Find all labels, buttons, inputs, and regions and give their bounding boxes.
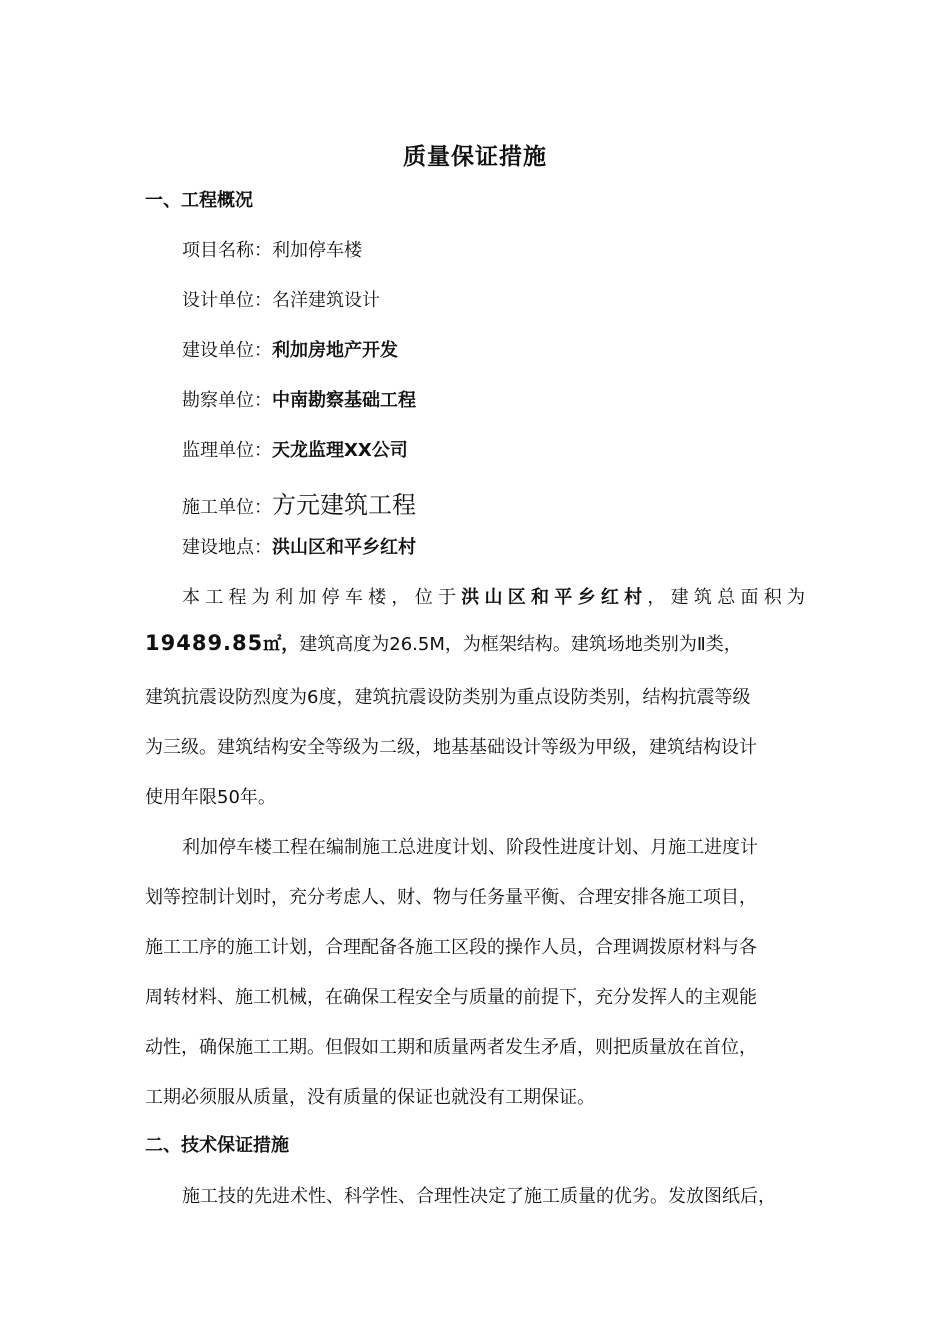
paragraph-line (145, 630, 805, 656)
info-label: 设计单位： (182, 290, 272, 311)
info-label: 项目名称： (182, 240, 272, 261)
info-value: 利加停车楼 (272, 240, 362, 261)
info-row-contractor (182, 485, 416, 520)
page-title: 质量保证措施 (403, 144, 547, 170)
info-row-design-unit (182, 286, 380, 312)
paragraph-line: 施工工序的施工计划，合理配备各施工区段的操作人员，合理调拨原材料与各 (145, 937, 757, 958)
paragraph-line: 划等控制计划时，充分考虑人、财、物与任务量平衡、合理安排各施工项目， (145, 887, 757, 908)
section-heading-overview: 一、工程概况 (145, 190, 253, 211)
paragraph-line: 使用年限50年。 (145, 787, 276, 808)
info-row-location (182, 533, 416, 559)
info-value: 天龙监理XX公司 (272, 440, 408, 461)
info-row-survey-unit (182, 386, 416, 412)
info-value: 中南勘察基础工程 (272, 390, 416, 411)
area-value: 19489.85 (145, 631, 264, 655)
info-label: 建设地点： (182, 537, 272, 558)
info-label: 施工单位： (182, 497, 272, 518)
info-value: 洪山区和平乡红村 (272, 537, 416, 558)
paragraph-line (182, 583, 805, 609)
info-row-supervision-unit (182, 436, 408, 462)
info-row-construction-owner (182, 336, 398, 362)
info-label: 建设单位： (182, 340, 272, 361)
paragraph-line: 周转材料、施工机械，在确保工程安全与质量的前提下，充分发挥人的主观能 (145, 987, 757, 1008)
paragraph-line: 利加停车楼工程在编制施工总进度计划、阶段性进度计划、月施工进度计 (182, 837, 758, 858)
info-value: 利加房地产开发 (272, 340, 398, 361)
paragraph-line: 为三级。建筑结构安全等级为二级，地基基础设计等级为甲级，建筑结构设计 (145, 737, 757, 758)
info-row-project-name (182, 236, 362, 262)
info-label: 勘察单位： (182, 390, 272, 411)
text-run: 本工程为利加停车楼，位于 (182, 587, 462, 608)
paragraph-line: 施工技的先进术性、科学性、合理性决定了施工质量的优劣。发放图纸后， (182, 1186, 776, 1207)
paragraph-line: 动性，确保施工工期。但假如工期和质量两者发生矛盾，则把质量放在首位， (145, 1037, 757, 1058)
text-run: ，建筑总面积为 (647, 587, 806, 608)
paragraph-line: 建筑抗震设防烈度为6度，建筑抗震设防类别为重点设防类别，结构抗震等级 (145, 687, 751, 708)
info-value: 方元建筑工程 (272, 491, 416, 519)
section-heading-technical: 二、技术保证措施 (145, 1135, 289, 1156)
info-value: 名洋建筑设计 (272, 290, 380, 311)
area-unit: ㎡， (263, 634, 300, 655)
paragraph-line: 工期必须服从质量，没有质量的保证也就没有工期保证。 (145, 1087, 595, 1108)
location-highlight: 洪山区和平乡红村 (461, 587, 648, 608)
info-label: 监理单位： (182, 440, 272, 461)
text-run: 建筑高度为26.5M，为框架结构。建筑场地类别为Ⅱ类， (299, 634, 742, 655)
